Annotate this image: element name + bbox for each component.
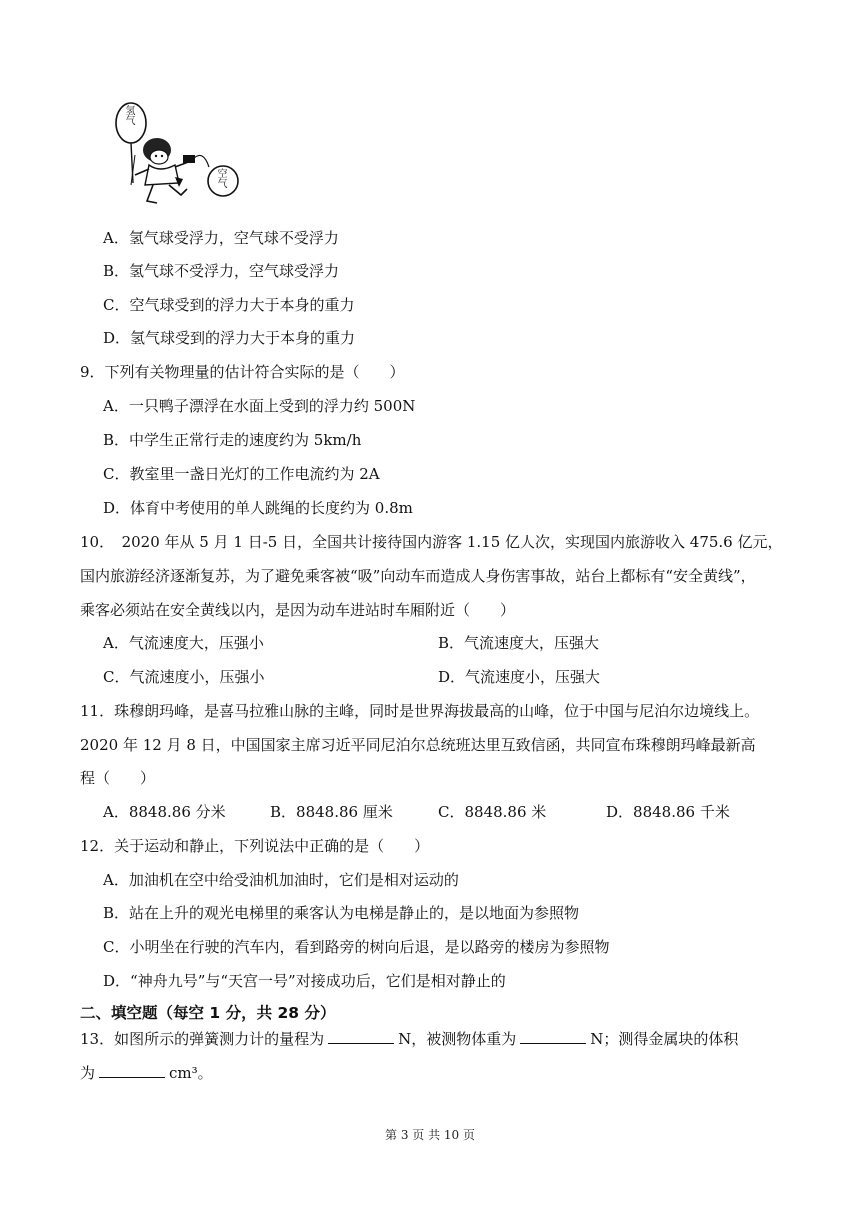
q10-option-a: A．气流速度大，压强小 <box>103 634 264 652</box>
q9-stem: 9．下列有关物理量的估计符合实际的是（ ） <box>80 363 405 381</box>
q11-line-2: 2020 年 12 月 8 日，中国国家主席习近平同尼泊尔总统班达里互致信函，共同宣布珠穆朗玛峰最新高 <box>80 736 756 754</box>
left-balloon-label: 氢气 <box>123 105 134 125</box>
q10-option-c: C．气流速度小，压强小 <box>103 668 265 686</box>
q11-option-a: A．8848.86 分米 <box>103 803 226 821</box>
q9-option-a: A．一只鸭子漂浮在水面上受到的浮力约 500N <box>103 397 416 415</box>
q9-option-b: B．中学生正常行走的速度约为 5km/h <box>103 431 362 449</box>
q13-text-4: 为 <box>80 1064 96 1082</box>
q9-option-c: C．教室里一盏日光灯的工作电流约为 2A <box>103 465 380 483</box>
q13-line-1 <box>80 1028 738 1050</box>
q8-option-a: A．氢气球受浮力，空气球不受浮力 <box>103 229 339 247</box>
q13-text-3: N；测得金属块的体积 <box>590 1030 739 1048</box>
balloon-figure <box>105 95 245 210</box>
q12-option-a: A．加油机在空中给受油机加油时，它们是相对运动的 <box>103 871 459 889</box>
q10-line-1: 10． 2020 年从 5 月 1 日-5 日，全国共计接待国内游客 1.15 亿人次，实现国内旅游收入 475.6 亿元， <box>80 533 783 551</box>
page-footer: 第 3 页 共 10 页 <box>385 1128 475 1142</box>
q13-blank-weight[interactable] <box>520 1028 586 1044</box>
section-heading-fill-in: 二、填空题（每空 1 分，共 28 分） <box>80 1004 336 1022</box>
q12-option-d: D．“神舟九号”与“天宫一号”对接成功后，它们是相对静止的 <box>103 972 506 990</box>
q10-option-b: B．气流速度大，压强大 <box>438 634 600 652</box>
q13-blank-range[interactable] <box>328 1028 394 1044</box>
q11-line-1: 11．珠穆朗玛峰，是喜马拉雅山脉的主峰，同时是世界海拔最高的山峰，位于中国与尼泊尔边境线上。 <box>80 702 760 720</box>
q13-text-2: N，被测物体重为 <box>398 1030 517 1048</box>
q12-option-b: B．站在上升的观光电梯里的乘客认为电梯是静止的，是以地面为参照物 <box>103 904 580 922</box>
q10-line-3: 乘客必须站在安全黄线以内，是因为动车进站时车厢附近（ ） <box>80 601 516 619</box>
q12-stem: 12．关于运动和静止，下列说法中正确的是（ ） <box>80 837 430 855</box>
q13-text-5: cm³。 <box>169 1064 213 1082</box>
q11-option-d: D．8848.86 千米 <box>606 803 730 821</box>
q8-option-c: C．空气球受到的浮力大于本身的重力 <box>103 296 355 314</box>
q8-option-d: D．氢气球受到的浮力大于本身的重力 <box>103 329 356 347</box>
q13-text-1: 13．如图所示的弹簧测力计的量程为 <box>80 1030 325 1048</box>
q11-option-c: C．8848.86 米 <box>438 803 547 821</box>
q8-option-b: B．氢气球不受浮力，空气球受浮力 <box>103 262 340 280</box>
right-balloon-label: 空气 <box>215 168 226 188</box>
q12-option-c: C．小明坐在行驶的汽车内，看到路旁的树向后退，是以路旁的楼房为参照物 <box>103 938 610 956</box>
q13-line-2 <box>80 1062 213 1084</box>
q11-line-3: 程（ ） <box>80 769 156 787</box>
q10-option-d: D．气流速度小，压强大 <box>438 668 601 686</box>
q9-option-d: D．体育中考使用的单人跳绳的长度约为 0.8m <box>103 499 413 517</box>
q10-line-2: 国内旅游经济逐渐复苏，为了避免乘客被“吸”向动车而造成人身伤害事故，站台上都标有“安全黄线”， <box>80 567 756 585</box>
q13-blank-volume[interactable] <box>99 1062 165 1078</box>
q11-option-b: B．8848.86 厘米 <box>270 803 393 821</box>
